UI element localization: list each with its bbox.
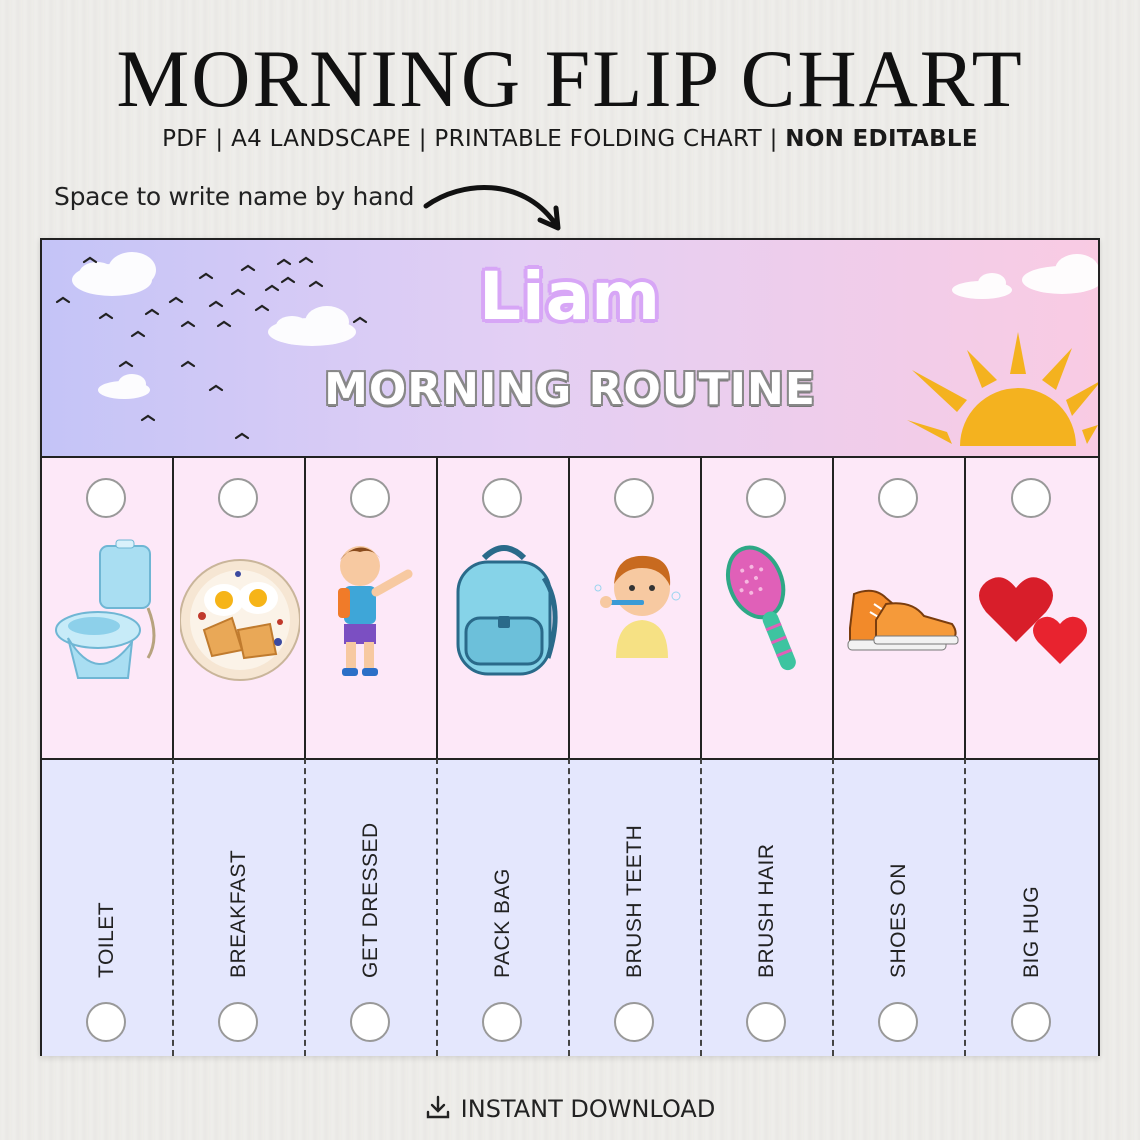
check-circle-top[interactable] (482, 478, 522, 518)
task-label: BIG HUG (1020, 885, 1043, 978)
task-picture-panel (966, 456, 1098, 758)
task-label-panel (702, 758, 834, 1056)
task-column[interactable] (702, 456, 834, 1056)
task-label: BREAKFAST (227, 849, 250, 978)
check-circle-bottom[interactable] (350, 1002, 390, 1042)
check-circle-bottom[interactable] (482, 1002, 522, 1042)
child-name: Liam (479, 258, 661, 335)
task-column[interactable] (438, 456, 570, 1056)
hearts-icon (972, 538, 1092, 688)
check-circle-top[interactable] (218, 478, 258, 518)
routine-heading: MORNING ROUTINE (324, 364, 816, 415)
task-picture-panel (42, 456, 174, 758)
check-circle-bottom[interactable] (86, 1002, 126, 1042)
task-column[interactable] (42, 456, 174, 1056)
brushing-boy-icon (576, 538, 696, 688)
hairbrush-icon (708, 538, 828, 688)
check-circle-top[interactable] (878, 478, 918, 518)
task-column[interactable] (966, 456, 1098, 1056)
task-picture-panel (174, 456, 306, 758)
check-circle-bottom[interactable] (218, 1002, 258, 1042)
task-picture-panel (702, 456, 834, 758)
task-column[interactable] (306, 456, 438, 1056)
task-label: GET DRESSED (359, 822, 382, 978)
check-circle-top[interactable] (614, 478, 654, 518)
dressed-boy-icon (312, 538, 432, 688)
check-circle-top[interactable] (1011, 478, 1051, 518)
task-label-panel (966, 758, 1098, 1056)
check-circle-top[interactable] (86, 478, 126, 518)
task-picture-panel (570, 456, 702, 758)
task-label: BRUSH TEETH (623, 824, 646, 978)
check-circle-top[interactable] (350, 478, 390, 518)
task-label-panel (42, 758, 174, 1056)
breakfast-plate-icon (180, 538, 300, 688)
chart-banner (42, 240, 1098, 456)
task-label: PACK BAG (491, 868, 514, 978)
task-label-panel (306, 758, 438, 1056)
task-label: BRUSH HAIR (755, 843, 778, 978)
check-circle-bottom[interactable] (1011, 1002, 1051, 1042)
check-circle-bottom[interactable] (614, 1002, 654, 1042)
download-icon (425, 1094, 451, 1126)
curved-arrow-icon (422, 178, 572, 238)
task-label-panel (174, 758, 306, 1056)
task-column[interactable] (570, 456, 702, 1056)
task-label-panel (570, 758, 702, 1056)
task-column[interactable] (834, 456, 966, 1056)
sneakers-icon (840, 538, 960, 688)
format-subtitle (0, 126, 1140, 152)
task-label: SHOES ON (887, 863, 910, 978)
toilet-icon (48, 538, 168, 688)
format-details: PDF | A4 LANDSCAPE | PRINTABLE FOLDING CHART | (162, 126, 786, 152)
task-picture-panel (306, 456, 438, 758)
page-title: MORNING FLIP CHART (116, 33, 1024, 124)
check-circle-bottom[interactable] (746, 1002, 786, 1042)
download-label: INSTANT DOWNLOAD (460, 1095, 716, 1123)
task-label: TOILET (95, 901, 118, 978)
check-circle-bottom[interactable] (878, 1002, 918, 1042)
task-picture-panel (438, 456, 570, 758)
task-label-panel (834, 758, 966, 1056)
instant-download (0, 1094, 1140, 1126)
backpack-icon (444, 538, 564, 688)
task-column[interactable] (174, 456, 306, 1056)
check-circle-top[interactable] (746, 478, 786, 518)
handwrite-note: Space to write name by hand (54, 182, 415, 211)
task-columns (42, 456, 1098, 1056)
flip-chart (40, 238, 1100, 1056)
non-editable-label: NON EDITABLE (785, 126, 978, 152)
task-label-panel (438, 758, 570, 1056)
task-picture-panel (834, 456, 966, 758)
